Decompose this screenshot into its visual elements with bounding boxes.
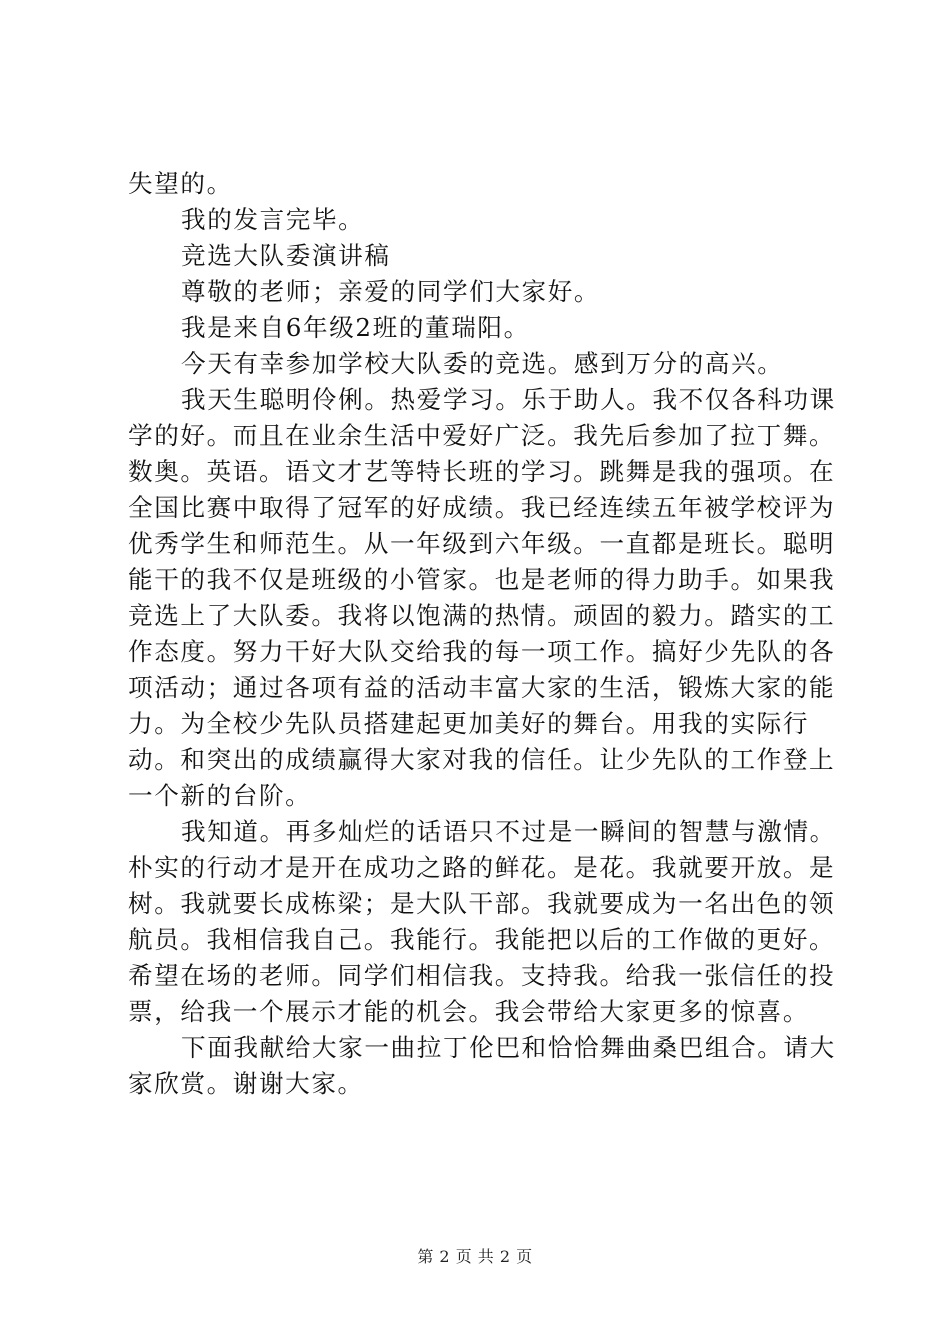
- paragraph-closing: 我的发言完毕。: [181, 205, 365, 234]
- document-body: [128, 166, 848, 1102]
- speech-title: 竞选大队委演讲稿: [181, 241, 391, 270]
- paragraph-continuation: 失望的。: [128, 169, 233, 198]
- paragraph-introduction: 我是来自6年级2班的董瑞阳。: [181, 313, 530, 342]
- page-number-label: 第 2 页 共 2 页: [417, 1247, 533, 1266]
- paragraph-greeting: 尊敬的老师；亲爱的同学们大家好。: [181, 277, 601, 306]
- paragraph-commitment: 我知道。再多灿烂的话语只不过是一瞬间的智慧与激情。朴实的行动才是开在成功之路的鲜花。是花。我就要开放。是树。我就要长成栋梁；是大队干部。我就要成为一名出色的领航员。我相信我自己。我能行。我能把以后的工作做的更好。希望在场的老师。同学们相信我。支持我。给我一张信任的投票，给我一个展示才能的机会。我会带给大家更多的惊喜。: [128, 817, 836, 1026]
- page-footer: [0, 1244, 950, 1267]
- paragraph-opening: 今天有幸参加学校大队委的竞选。感到万分的高兴。: [181, 349, 784, 378]
- paragraph-ending: 下面我献给大家一曲拉丁伦巴和恰恰舞曲桑巴组合。请大家欣赏。谢谢大家。: [128, 1033, 836, 1098]
- paragraph-qualifications: 我天生聪明伶俐。热爱学习。乐于助人。我不仅各科功课学的好。而且在业余生活中爱好广泛。我先后参加了拉丁舞。数奥。英语。语文才艺等特长班的学习。跳舞是我的强项。在全国比赛中取得了冠军的好成绩。我已经连续五年被学校评为优秀学生和师范生。从一年级到六年级。一直都是班长。聪明能干的我不仅是班级的小管家。也是老师的得力助手。如果我竞选上了大队委。我将以饱满的热情。顽固的毅力。踏实的工作态度。努力干好大队交给我的每一项工作。搞好少先队的各项活动；通过各项有益的活动丰富大家的生活，锻炼大家的能力。为全校少先队员搭建起更加美好的舞台。用我的实际行动。和突出的成绩赢得大家对我的信任。让少先队的工作登上一个新的台阶。: [128, 385, 836, 810]
